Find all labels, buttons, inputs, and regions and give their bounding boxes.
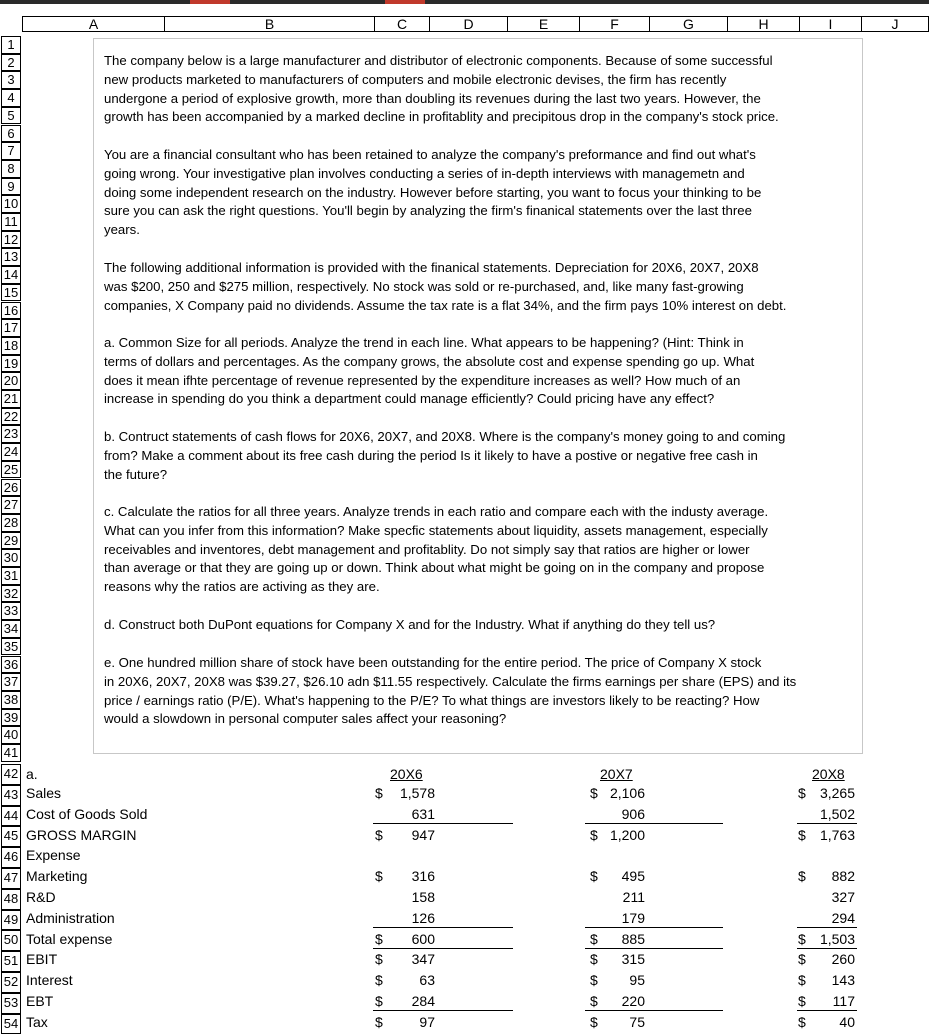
line-item-label: Tax — [26, 1013, 48, 1030]
instruction-line: than average or that they are going up or down. Think about what might be going on in the company and propose — [104, 560, 765, 576]
instruction-line: the future? — [104, 466, 168, 482]
line-item-value: 906 — [621, 805, 645, 822]
currency-symbol: $ — [590, 785, 598, 801]
row-header-43[interactable]: 43 — [1, 785, 21, 806]
row-header-9[interactable]: 9 — [1, 178, 21, 196]
row-header-42[interactable]: 42 — [1, 764, 21, 785]
instruction-line: would a slowdown in personal computer sales affect your reasoning? — [104, 711, 507, 727]
instruction-line: going wrong. Your investigative plan involves conducting a series of in-depth interviews with managemetn and — [104, 165, 745, 181]
line-item-value: 315 — [621, 951, 645, 968]
row-header-10[interactable]: 10 — [1, 195, 21, 213]
rule-line — [585, 1010, 723, 1011]
line-item-label: EBT — [26, 993, 54, 1009]
instruction-line: sure you can ask the right questions. You'll begin by analyzing the firm's finanical statements over the last three — [104, 203, 752, 219]
line-item-label: Total expense — [26, 930, 113, 947]
row-header-23[interactable]: 23 — [1, 425, 21, 443]
currency-symbol: $ — [590, 993, 598, 1009]
instruction-line: c. Calculate the ratios for all three years. Analyze trends in each ratio and compare each with the industy average. — [104, 504, 769, 519]
line-item-label: GROSS MARGIN — [26, 826, 137, 843]
row-header-20[interactable]: 20 — [1, 372, 21, 390]
row-header-45[interactable]: 45 — [1, 826, 21, 847]
row-header-35[interactable]: 35 — [1, 638, 21, 656]
instruction-line: was $200, 250 and $275 million, respectively. No stock was sold or re-purchased, and, like many fast-growing — [104, 278, 744, 294]
rule-line — [373, 948, 513, 949]
line-item-value: 211 — [622, 889, 645, 905]
row-header-40[interactable]: 40 — [1, 726, 21, 744]
rule-line — [585, 948, 723, 949]
line-item-value: 75 — [629, 1013, 645, 1030]
currency-symbol: $ — [798, 930, 806, 947]
line-item-value: 63 — [419, 972, 435, 989]
line-item-value: 294 — [831, 909, 855, 926]
row-header-8[interactable]: 8 — [1, 160, 21, 178]
line-item-label: Interest — [26, 972, 73, 989]
line-item-value: 3,265 — [819, 785, 855, 801]
line-item-value: 327 — [831, 889, 855, 905]
line-item-label: Sales — [26, 785, 62, 801]
row-header-53[interactable]: 53 — [1, 993, 21, 1014]
row-header-49[interactable]: 49 — [1, 910, 21, 931]
toolbar-tab-indicator — [385, 0, 425, 4]
line-item-value: 882 — [831, 868, 855, 885]
line-item-value: 947 — [411, 826, 435, 843]
line-item-label: R&D — [26, 889, 56, 905]
column-header-h[interactable]: H — [728, 16, 800, 32]
line-item-value: 316 — [411, 868, 435, 885]
currency-symbol: $ — [798, 785, 806, 801]
row-header-25[interactable]: 25 — [1, 461, 21, 479]
currency-symbol: $ — [798, 993, 806, 1009]
row-header-3[interactable]: 3 — [1, 71, 21, 89]
line-item-label: Expense — [26, 847, 81, 864]
line-item-value: 284 — [411, 993, 435, 1009]
instruction-line: b. Contruct statements of cash flows for 20X6, 20X7, and 20X8. Where is the company's money going to and coming — [104, 429, 786, 444]
rule-line — [585, 927, 723, 928]
line-item-value: 347 — [411, 951, 435, 968]
rule-line — [797, 823, 857, 824]
instruction-line: e. One hundred million share of stock have been outstanding for the entire period. The price of Company X stock — [104, 655, 762, 670]
row-header-12[interactable]: 12 — [1, 231, 21, 249]
row-header-7[interactable]: 7 — [1, 142, 21, 160]
row-header-14[interactable]: 14 — [1, 266, 21, 284]
currency-symbol: $ — [590, 951, 598, 968]
row-header-15[interactable]: 15 — [1, 284, 21, 302]
row-header-33[interactable]: 33 — [1, 602, 21, 620]
rule-line — [585, 823, 723, 824]
rule-line — [373, 927, 513, 928]
column-header-c[interactable]: C — [375, 16, 430, 32]
row-header-47[interactable]: 47 — [1, 868, 21, 889]
instruction-line: The following additional information is provided with the finanical statements. Depreciation for 20X6, 20X7, 20X8 — [104, 260, 759, 275]
line-item-value: 97 — [419, 1013, 435, 1030]
currency-symbol: $ — [590, 826, 598, 843]
column-header-a[interactable]: A — [22, 16, 165, 32]
currency-symbol: $ — [798, 972, 806, 989]
row-header-18[interactable]: 18 — [1, 337, 21, 355]
row-header-6[interactable]: 6 — [1, 125, 21, 143]
currency-symbol: $ — [375, 993, 383, 1009]
row-header-1[interactable]: 1 — [1, 36, 21, 54]
currency-symbol: $ — [798, 826, 806, 843]
line-item-value: 95 — [629, 972, 645, 989]
currency-symbol: $ — [590, 868, 598, 885]
row-header-21[interactable]: 21 — [1, 390, 21, 408]
row-header-4[interactable]: 4 — [1, 89, 21, 107]
currency-symbol: $ — [375, 785, 383, 801]
line-item-value: 631 — [411, 805, 435, 822]
column-header-d[interactable]: D — [430, 16, 508, 32]
column-header-f[interactable]: F — [580, 16, 650, 32]
row-header-5[interactable]: 5 — [1, 107, 21, 125]
year-header: 20X8 — [812, 766, 845, 782]
row-header-39[interactable]: 39 — [1, 709, 21, 727]
currency-symbol: $ — [375, 972, 383, 989]
instruction-line: The company below is a large manufacturer and distributor of electronic components. Because of some successful — [104, 53, 773, 68]
window-top-strip — [0, 0, 929, 4]
instruction-line: growth has been accompanied by a marked decline in profitablity and precipitous drop in the company's stock price. — [104, 109, 779, 125]
row-header-50[interactable]: 50 — [1, 930, 21, 951]
instruction-line: companies, X Company paid no dividends. Assume the tax rate is a flat 34%, and the firm pays 10% interest on debt. — [104, 297, 787, 313]
instruction-line: does it mean ifhte percentage of revenue represented by the expenditure increases as well? How much of an — [104, 372, 741, 388]
row-header-29[interactable]: 29 — [1, 532, 21, 550]
column-header-g[interactable]: G — [650, 16, 728, 32]
line-item-value: 143 — [831, 972, 855, 989]
column-header-e[interactable]: E — [508, 16, 580, 32]
instruction-line: terms of dollars and percentages. As the company grows, the absolute cost and expense spending go up. What — [104, 353, 755, 369]
line-item-label: Cost of Goods Sold — [26, 805, 148, 822]
line-item-value: 179 — [621, 909, 645, 926]
line-item-value: 1,502 — [819, 805, 855, 822]
line-item-value: 600 — [411, 930, 435, 947]
line-item-value: 126 — [411, 909, 435, 926]
currency-symbol: $ — [375, 826, 383, 843]
line-item-label: Administration — [26, 909, 115, 926]
toolbar-tab-indicator — [190, 0, 230, 4]
row-header-52[interactable]: 52 — [1, 972, 21, 993]
instruction-line: a. Common Size for all periods. Analyze the trend in each line. What appears to be happening? (Hint: Think in — [104, 335, 744, 350]
row-header-54[interactable]: 54 — [1, 1014, 21, 1034]
rule-line — [797, 927, 857, 928]
line-item-value: 40 — [839, 1013, 855, 1030]
row-header-28[interactable]: 28 — [1, 514, 21, 532]
currency-symbol: $ — [798, 1013, 806, 1030]
line-item-value: 885 — [621, 930, 645, 947]
line-item-value: 1,763 — [819, 826, 855, 843]
currency-symbol: $ — [375, 951, 383, 968]
instruction-line: price / earnings ratio (P/E). What's happening to the P/E? To what things are investors likely to be reacting? How — [104, 692, 760, 708]
line-item-value: 1,200 — [609, 826, 645, 843]
line-item-value: 260 — [831, 951, 855, 968]
row-header-2[interactable]: 2 — [1, 54, 21, 72]
table-header-label: a. — [26, 766, 38, 782]
row-header-24[interactable]: 24 — [1, 443, 21, 461]
line-item-value: 158 — [411, 889, 435, 905]
row-header-48[interactable]: 48 — [1, 889, 21, 910]
instruction-line: new products marketed to manufacturers of computers and mobile electronic devises, the firm has recently — [104, 71, 727, 87]
currency-symbol: $ — [590, 972, 598, 989]
line-item-value: 117 — [832, 993, 855, 1009]
row-header-30[interactable]: 30 — [1, 549, 21, 567]
rule-line — [797, 948, 857, 949]
instruction-line: increase in spending do you think a department could manage efficiently? Could pricing have any effect? — [104, 391, 715, 407]
rule-line — [797, 1010, 857, 1011]
line-item-value: 1,503 — [819, 930, 855, 947]
currency-symbol: $ — [590, 930, 598, 947]
instruction-line: years. — [104, 222, 140, 238]
instruction-line: You are a financial consultant who has been retained to analyze the company's preformance and find out what's — [104, 147, 756, 162]
rule-line — [373, 823, 513, 824]
row-header-11[interactable]: 11 — [1, 213, 21, 231]
instruction-line: What can you infer from this information? Make specfic statements about liquidity, assets management, especially — [104, 522, 768, 538]
currency-symbol: $ — [375, 868, 383, 885]
currency-symbol: $ — [798, 868, 806, 885]
column-header-i[interactable]: I — [800, 16, 862, 32]
instruction-line: receivables and inventores, debt management and profitablity. Do not simply say that ratios are higher or lower — [104, 541, 750, 557]
instruction-line: d. Construct both DuPont equations for Company X and for the Industry. What if anything do they tell us? — [104, 617, 716, 632]
row-header-34[interactable]: 34 — [1, 620, 21, 638]
row-header-31[interactable]: 31 — [1, 567, 21, 585]
row-header-38[interactable]: 38 — [1, 691, 21, 709]
line-item-value: 1,578 — [399, 785, 435, 801]
currency-symbol: $ — [375, 1013, 383, 1030]
currency-symbol: $ — [798, 951, 806, 968]
column-header-j[interactable]: J — [862, 16, 929, 32]
instruction-line: in 20X6, 20X7, 20X8 was $39.27, $26.10 adn $11.55 respectively. Calculate the firms earnings per share (EPS) and its — [104, 673, 797, 689]
currency-symbol: $ — [590, 1013, 598, 1030]
row-header-37[interactable]: 37 — [1, 673, 21, 691]
line-item-value: 220 — [621, 993, 645, 1009]
row-header-27[interactable]: 27 — [1, 496, 21, 514]
row-header-16[interactable]: 16 — [1, 302, 21, 320]
instruction-line: reasons why the ratios are activing as they are. — [104, 579, 380, 595]
row-header-19[interactable]: 19 — [1, 355, 21, 373]
row-header-22[interactable]: 22 — [1, 408, 21, 426]
row-header-46[interactable]: 46 — [1, 847, 21, 868]
rule-line — [373, 1010, 513, 1011]
instruction-line: undergone a period of explosive growth, more than doubling its revenues during the last two years. However, the — [104, 90, 761, 106]
row-header-13[interactable]: 13 — [1, 248, 21, 266]
line-item-label: EBIT — [26, 951, 58, 968]
row-header-17[interactable]: 17 — [1, 319, 21, 337]
column-header-b[interactable]: B — [165, 16, 375, 32]
year-header: 20X7 — [600, 766, 633, 782]
line-item-value: 2,106 — [609, 785, 645, 801]
year-header: 20X6 — [390, 766, 423, 782]
row-header-44[interactable]: 44 — [1, 806, 21, 827]
instruction-line: doing some independent research on the industry. However before starting, you want to focus your thinking to be — [104, 184, 762, 200]
row-header-51[interactable]: 51 — [1, 951, 21, 972]
line-item-value: 495 — [621, 868, 645, 885]
row-header-32[interactable]: 32 — [1, 585, 21, 603]
row-header-26[interactable]: 26 — [1, 479, 21, 497]
row-header-36[interactable]: 36 — [1, 656, 21, 674]
currency-symbol: $ — [375, 930, 383, 947]
line-item-label: Marketing — [26, 868, 88, 885]
row-header-41[interactable]: 41 — [1, 744, 21, 762]
instruction-line: from? Make a comment about its free cash during the period Is it likely to have a postive or negative free cash in — [104, 447, 758, 463]
